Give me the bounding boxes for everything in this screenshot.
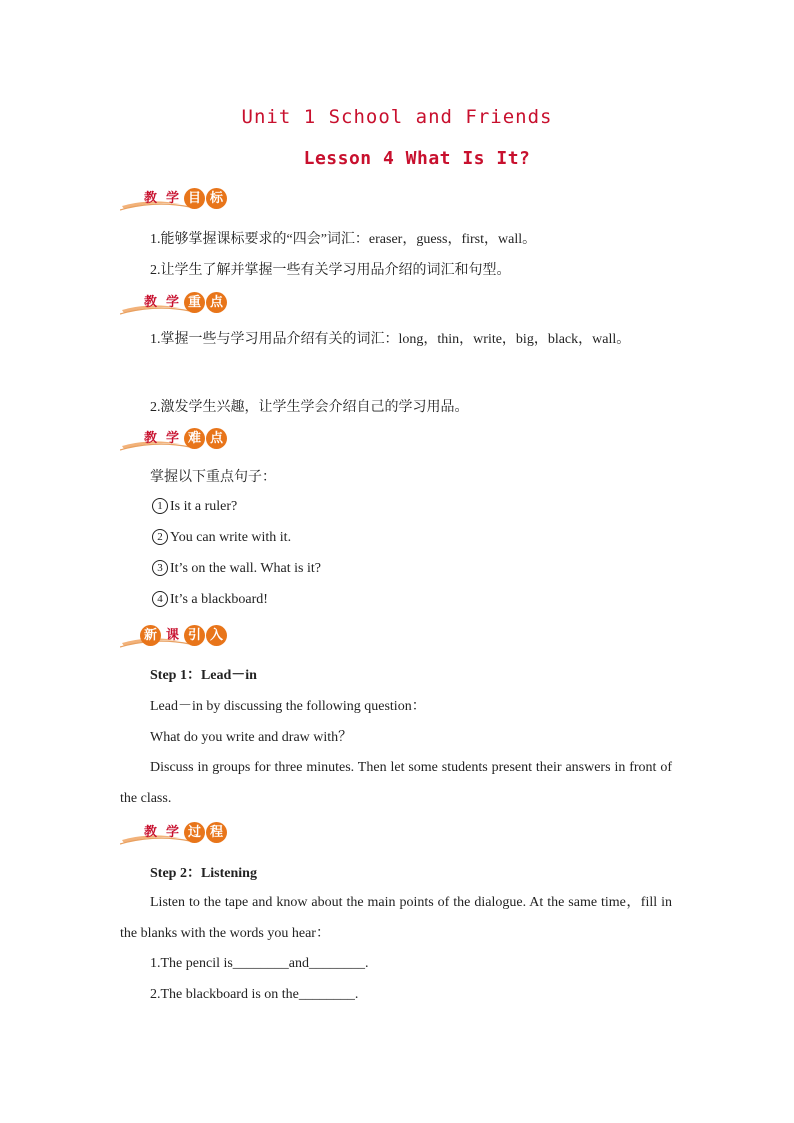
heading-char-badge: 引 <box>184 625 205 646</box>
heading-char-badge: 点 <box>206 428 227 449</box>
key-sentence: 2 You can write with it. <box>152 529 291 546</box>
fill-blank-item: 1.The pencil is________and________. <box>150 956 369 971</box>
key-sentence: 4 It’s a blackboard! <box>152 591 268 608</box>
heading-char: 教 <box>143 191 157 206</box>
heading-char-badge: 重 <box>184 292 205 313</box>
discussion-paragraph: Discuss in groups for three minutes. Then let some students present their answers in front of the class. <box>120 760 672 806</box>
heading-char: 教 <box>143 825 157 840</box>
heading-char-badge: 难 <box>184 428 205 449</box>
lead-in-line: Lead－in by discussing the following question： <box>150 699 426 714</box>
unit-title: Unit 1 School and Friends <box>241 106 553 128</box>
lead-in-question: What do you write and draw with？ <box>150 730 353 745</box>
circled-number: 3 <box>152 560 168 576</box>
heading-char: 教 <box>143 431 157 446</box>
key-point-item: 2.激发学生兴趣，让学生学会介绍自己的学习用品。 <box>150 400 469 415</box>
heading-char-badge: 目 <box>184 188 205 209</box>
heading-char: 学 <box>165 431 179 446</box>
circled-number: 2 <box>152 529 168 545</box>
key-sentence: 1 Is it a ruler? <box>152 498 237 515</box>
step-title: Step 2：Listening <box>150 866 257 881</box>
section-heading-key-points <box>120 290 230 316</box>
section-heading-objectives <box>120 186 230 212</box>
heading-char-badge: 入 <box>206 625 227 646</box>
section-heading-process <box>120 820 230 846</box>
circled-number: 4 <box>152 591 168 607</box>
step-title: Step 1：Lead－in <box>150 668 257 683</box>
heading-char: 学 <box>165 191 179 206</box>
lesson-title: Lesson 4 What Is It? <box>303 148 531 169</box>
heading-char-badge: 过 <box>184 822 205 843</box>
heading-char: 学 <box>165 825 179 840</box>
key-point-item: 1.掌握一些与学习用品介绍有关的词汇：long，thin，write，big，black，wall。 <box>150 332 631 347</box>
difficulty-intro: 掌握以下重点句子： <box>150 470 276 485</box>
objective-item: 2.让学生了解并掌握一些有关学习用品介绍的词汇和句型。 <box>150 263 511 278</box>
heading-char-badge: 程 <box>206 822 227 843</box>
heading-char: 学 <box>165 295 179 310</box>
heading-char-badge: 新 <box>140 625 161 646</box>
objective-item: 1.能够掌握课标要求的“四会”词汇：eraser，guess，first，wall。 <box>150 232 537 247</box>
heading-char: 课 <box>165 628 179 643</box>
section-heading-introduction <box>120 623 230 649</box>
listening-paragraph: Listen to the tape and know about the main points of the dialogue. At the same time，fill in the blanks with the words you hear： <box>120 895 672 941</box>
section-heading-difficulties <box>120 426 230 452</box>
circled-number: 1 <box>152 498 168 514</box>
key-sentence: 3 It’s on the wall. What is it? <box>152 560 321 577</box>
fill-blank-item: 2.The blackboard is on the________. <box>150 987 359 1002</box>
heading-char-badge: 标 <box>206 188 227 209</box>
heading-char-badge: 点 <box>206 292 227 313</box>
heading-char: 教 <box>143 295 157 310</box>
